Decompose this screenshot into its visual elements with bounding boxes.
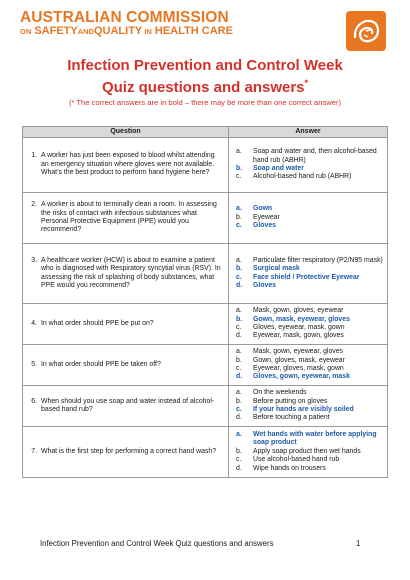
question-cell [23, 427, 229, 478]
answer-letter: b. [236, 165, 243, 172]
answer-letter: a. [236, 389, 242, 397]
answer-letter: c. [236, 222, 242, 230]
answer-letter: a. [236, 205, 242, 213]
answer-option-correct [229, 431, 384, 448]
answer-option-correct [229, 373, 384, 381]
answer-text: Mask, gown, eyewear, gloves [253, 348, 344, 356]
answer-letter: d. [236, 464, 242, 472]
table-row [23, 345, 388, 386]
answer-text: Gown [253, 205, 273, 213]
answer-option-correct [229, 316, 384, 324]
table-row [23, 138, 388, 193]
answer-letter: a. [236, 348, 242, 356]
page-title-line1: Infection Prevention and Control Week [67, 57, 343, 74]
answer-text: Face shield / Protective Eyewear [253, 273, 360, 281]
logo-emblem-icon [346, 11, 386, 51]
answer-text: Eyewear [253, 213, 280, 221]
answer-text: If your hands are visibly soiled [253, 406, 354, 413]
quiz-table-body [23, 138, 388, 478]
answer-letter: b. [236, 315, 243, 323]
question-text: In what order should PPE be put on? [41, 319, 154, 327]
answer-letter: a. [236, 307, 242, 315]
answer-text: Alcohol-based hand rub (ABHR) [253, 173, 352, 181]
answer-option-correct [229, 274, 384, 282]
question-number: 4. [31, 319, 37, 327]
answer-letter: a. [236, 148, 242, 156]
answer-option [229, 173, 384, 181]
question-number: 2. [31, 201, 37, 209]
answer-cell [229, 138, 388, 193]
question-number: 5. [31, 360, 37, 368]
question-text: A healthcare worker (HCW) is about to examine a patient who is diagnosed with Respiratory syncytial virus (RSV). In assessing the risk of splashing of body substances, what PPE would you recommend? [41, 256, 221, 289]
answer-letter: a. [236, 430, 242, 438]
answer-option [229, 465, 384, 473]
answer-letter: b. [236, 213, 242, 221]
answer-option [229, 332, 384, 340]
answer-option [229, 257, 384, 265]
answer-text: Wipe hands on trousers [253, 464, 326, 472]
answer-option [229, 398, 384, 406]
answer-option [229, 214, 384, 222]
answer-text: Eyewear, mask, gown, gloves [253, 332, 344, 340]
answer-text: Soap and water [253, 165, 304, 172]
answer-text: Gown, mask, eyewear, gloves [253, 315, 350, 323]
answer-option [229, 348, 384, 356]
page-number: 1 [356, 539, 361, 548]
answer-option-correct [229, 165, 384, 173]
answer-text: Wet hands with water before applying soap product [253, 430, 377, 447]
answer-letter: d. [236, 414, 242, 422]
answer-letter: d. [236, 281, 243, 289]
answer-cell [229, 193, 388, 244]
answer-letter: b. [236, 265, 243, 273]
answer-text: Before touching a patient [253, 414, 330, 422]
answer-option [229, 389, 384, 397]
question-number: 1. [31, 152, 37, 160]
org-name-line2: ON SAFETYANDQUALITY IN HEALTH CARE [20, 25, 233, 38]
footer-text: Infection Prevention and Control Week Quiz questions and answers [40, 539, 274, 548]
answer-option [229, 456, 384, 464]
organization-logo-text [20, 10, 233, 38]
answer-text: Gloves, eyewear, mask, gown [253, 324, 345, 331]
answer-option [229, 307, 384, 315]
table-row [23, 193, 388, 244]
question-cell [23, 345, 229, 386]
question-cell [23, 138, 229, 193]
question-text: In what order should PPE be taken off? [41, 360, 161, 368]
answer-option [229, 414, 384, 422]
answer-option [229, 357, 384, 365]
answer-letter: c. [236, 273, 242, 281]
question-cell [23, 244, 229, 304]
answer-letter: b. [236, 356, 242, 364]
answer-text: Mask, gown, gloves, eyewear [253, 307, 344, 315]
answer-letter: c. [236, 406, 242, 413]
answer-text: Use alcohol-based hand rub [253, 456, 340, 464]
answer-text: Gloves [253, 222, 276, 230]
question-text: A worker is about to terminally clean a room. In assessing the risks of contact with infectious substances what Personal Protective Equipment (PPE) would you recommend? [41, 201, 217, 234]
answer-option [229, 324, 384, 332]
answer-text: Apply soap product then wet hands [253, 447, 361, 455]
answer-text: On the weekends [253, 389, 307, 397]
column-header-question: Question [23, 127, 229, 138]
question-text: What is the first step for performing a correct hand wash? [41, 447, 217, 455]
answer-cell [229, 427, 388, 478]
answer-option [229, 365, 384, 373]
answer-option-correct [229, 282, 384, 290]
answer-text: Before putting on gloves [253, 397, 328, 405]
answer-letter: b. [236, 397, 242, 405]
question-cell [23, 386, 229, 427]
answer-letter: b. [236, 447, 242, 455]
title-footnote-mark: * [304, 78, 309, 88]
question-number: 6. [31, 397, 37, 405]
answer-text: Gloves [253, 281, 276, 289]
table-row [23, 244, 388, 304]
answer-option-correct [229, 406, 384, 414]
answer-note: (* The correct answers are in bold – there may be more than one correct answer) [68, 98, 342, 107]
answer-letter: c. [236, 365, 242, 372]
answer-letter: a. [236, 256, 242, 264]
answer-cell [229, 386, 388, 427]
question-text: When should you use soap and water instead of alcohol-based hand rub? [41, 397, 215, 413]
answer-letter: d. [236, 332, 242, 340]
answer-letter: d. [236, 373, 243, 381]
org-name-line1: AUSTRALIAN COMMISSION [20, 9, 229, 26]
question-cell [23, 193, 229, 244]
quiz-table [22, 126, 388, 478]
table-row [23, 386, 388, 427]
answer-letter: c. [236, 173, 242, 181]
answer-text: Eyewear, gloves, mask, gown [253, 365, 344, 372]
column-header-answer: Answer [229, 127, 388, 138]
table-row [23, 427, 388, 478]
answer-option-correct [229, 222, 384, 230]
page-title-line2: Quiz questions and answers* [101, 78, 309, 96]
answer-text: Gown, gloves, mask, eyewear [253, 356, 345, 364]
answer-text: Soap and water and, then alcohol-based hand rub (ABHR) [253, 148, 377, 164]
question-number: 3. [31, 256, 37, 264]
answer-option [229, 448, 384, 456]
answer-cell [229, 244, 388, 304]
question-number: 7. [31, 447, 37, 455]
answer-text: Gloves, gown, eyewear, mask [253, 373, 350, 381]
answer-option-correct [229, 205, 384, 213]
question-text: A worker has just been exposed to blood whilst attending an emergency situation where gloves were not available. What’s the best product to perform hand hygiene here? [41, 152, 215, 177]
table-row [23, 304, 388, 345]
answer-text: Particulate filter respiratory (P2/N95 mask) [253, 256, 383, 264]
answer-cell [229, 345, 388, 386]
answer-letter: c. [236, 456, 242, 464]
question-cell [23, 304, 229, 345]
answer-letter: c. [236, 324, 242, 331]
table-header-row [23, 127, 388, 138]
answer-text: Surgical mask [253, 265, 300, 273]
answer-option-correct [229, 265, 384, 273]
answer-cell [229, 304, 388, 345]
answer-option [229, 148, 384, 165]
